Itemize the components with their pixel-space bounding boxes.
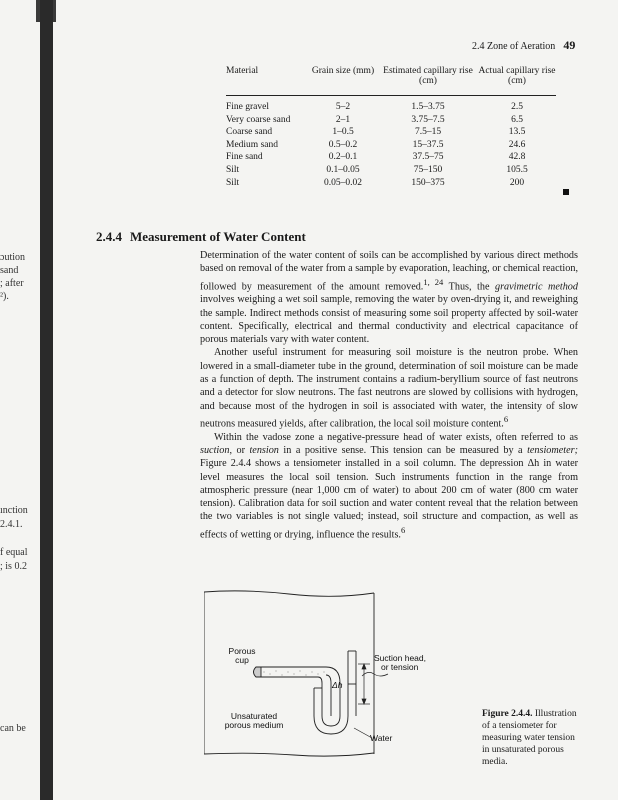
emphasis: tension [249,444,279,456]
table-cell: 42.8 [508,152,526,163]
table-row [226,151,556,164]
paragraph-3 [200,431,578,542]
porous-cup [254,667,262,677]
running-head [472,38,575,53]
margin-fragment: can be [0,723,26,734]
table-cell: Fine gravel [226,102,270,112]
table-cell: Silt [226,164,240,175]
book-binding-edge [40,0,53,800]
text-run: involves weighing a wet soil sample, removing the water by oven-drying it, and reweighing the sample. Indirect methods consist of measuring some soil property affected by soil-water content. Specifically, electrical and thermal conductivity and electrical capacitance of porous materials vary with water content. [200,294,578,346]
table-cell: 13.5 [508,127,526,138]
margin-fragment: ; is 0.2 [0,561,27,572]
paragraph-2 [200,346,578,430]
table-row [226,177,556,190]
table-cell: 15–37.5 [412,139,444,150]
table-row [226,114,556,127]
table-cell: Fine sand [226,152,263,163]
margin-fragment: ²). [0,291,9,302]
delta-h-label: Δh [332,680,343,690]
margin-fragment: sand [0,265,19,276]
suction-head-label: or tension [381,662,419,672]
soil-column-bottom-edge [204,753,374,756]
table-cell: 105.5 [506,164,528,175]
header-grain-size: Grain size (mm) [311,66,375,76]
table-cell: 7.5–15 [414,127,442,138]
text-run: Figure 2.4.4 shows a tensiometer installed in a soil column. The depression Δh in water level measures the local soil tension. Such instruments function in the range from atmospheric pressure (near 1,000 cm of water) to about 200 cm of water (800 cm water tension). Calibration data for soil suction and water content reveal that the relation between the two variables is not single valued; instead, soil structure and compaction, as well as effects of wetting or drying, influence the results. [200,458,578,541]
capillary-rise-table [226,66,556,189]
emphasis: gravimetric method [494,280,578,292]
table-cell: 1.5–3.75 [411,102,445,112]
text-run: Within the vadose zone a negative-pressure head of water exists, often referred to as [214,431,578,443]
porous-cup-label: Porous [228,646,256,656]
text-run: Another useful instrument for measuring soil moisture is the neutron probe. When lowered in a small-diameter tube in the ground, determination of soil moisture can be made as a function of depth. The instrument contains a radium-beryllium source of fast neutrons and a detector for slow neutrons. The fast neutrons are slowed by collisions with hydrogen, and because most of the hydrogen in soil is associated with water, the intensity of slow neutrons measured yields, after calibration, the local soil moisture content. [200,347,578,430]
table-cell: Very coarse sand [226,114,291,125]
table-row [226,101,556,114]
emphasis: tensiometer; [527,444,578,456]
table-cell: 0.5–0.2 [328,139,358,150]
unsaturated-medium-label: porous medium [224,720,284,730]
table-cell: Coarse sand [226,127,273,138]
table-body [226,101,556,189]
table-header-row [226,66,556,96]
header-estimated-rise: Estimated capillary rise (cm) [383,66,473,86]
table-cell: 1–0.5 [332,127,354,138]
text-run: in a positive sense. This tension can be measured by a [278,444,528,456]
table-cell: 5–2 [335,102,351,112]
porous-stipple [263,670,324,675]
body-text [200,249,578,541]
margin-fragment: ɔution [0,252,25,263]
paragraph-1 [200,249,578,346]
section-number: 2.4.4 [96,229,122,244]
page-number: 49 [563,38,576,52]
end-of-table-mark [563,189,569,195]
suction-leader [362,672,388,676]
running-head-section: 2.4 Zone of Aeration [472,41,556,52]
table-cell: 24.6 [508,139,526,150]
water-label: Water [370,733,393,743]
citation: 1, 24 [423,276,444,287]
section-title: Measurement of Water Content [130,229,306,244]
header-material: Material [226,66,259,76]
tensiometer-figure [204,588,462,758]
citation: 6 [503,413,509,424]
table-cell: 200 [509,177,525,188]
header-actual-rise: Actual capillary rise (cm) [478,66,556,86]
text-run: Determination of the water content of soils can be accomplished by various direct methods based on removal of the water from a sample by evaporation, leaching, or chemical reaction, followed by measurement of the amount removed. [200,250,578,292]
porous-cup-label: cup [235,655,249,665]
margin-fragment: ınction [0,505,28,516]
text-run: , or [229,444,250,456]
table-cell: 3.75–7.5 [411,114,445,125]
caption-label: Figure 2.4.4. [482,709,533,719]
margin-fragment: 2.4.1. [0,519,23,530]
emphasis: suction [200,444,230,456]
caption-text: Illustration of a tensiometer for measuring water tension in unsaturated porous media. [482,709,577,767]
table-cell: 0.1–0.05 [326,164,360,175]
table-cell: 2–1 [335,114,351,125]
text-run: Thus, the [443,280,495,292]
table-cell: 2.5 [511,102,523,112]
table-cell: 75–150 [413,164,443,175]
table-row [226,139,556,152]
table-cell: Medium sand [226,139,278,150]
table-row [226,126,556,139]
margin-fragment: ; after [0,278,24,289]
citation: 6 [400,524,406,535]
delta-h-dimension [358,664,370,704]
table-cell: 150–375 [411,177,445,188]
table-cell: 0.2–0.1 [328,152,358,163]
section-heading [96,229,306,245]
margin-fragment: f equal [0,547,28,558]
table-cell: 0.05–0.02 [324,177,362,188]
suction-head-label: Suction head, [374,653,426,663]
soil-column-top-edge [204,591,374,596]
figure-caption [482,708,582,768]
table-cell: Silt [226,177,240,188]
table-cell: 6.5 [511,114,523,125]
unsaturated-medium-label: Unsaturated [230,711,278,721]
table-cell: 37.5–75 [412,152,444,163]
table-row [226,164,556,177]
